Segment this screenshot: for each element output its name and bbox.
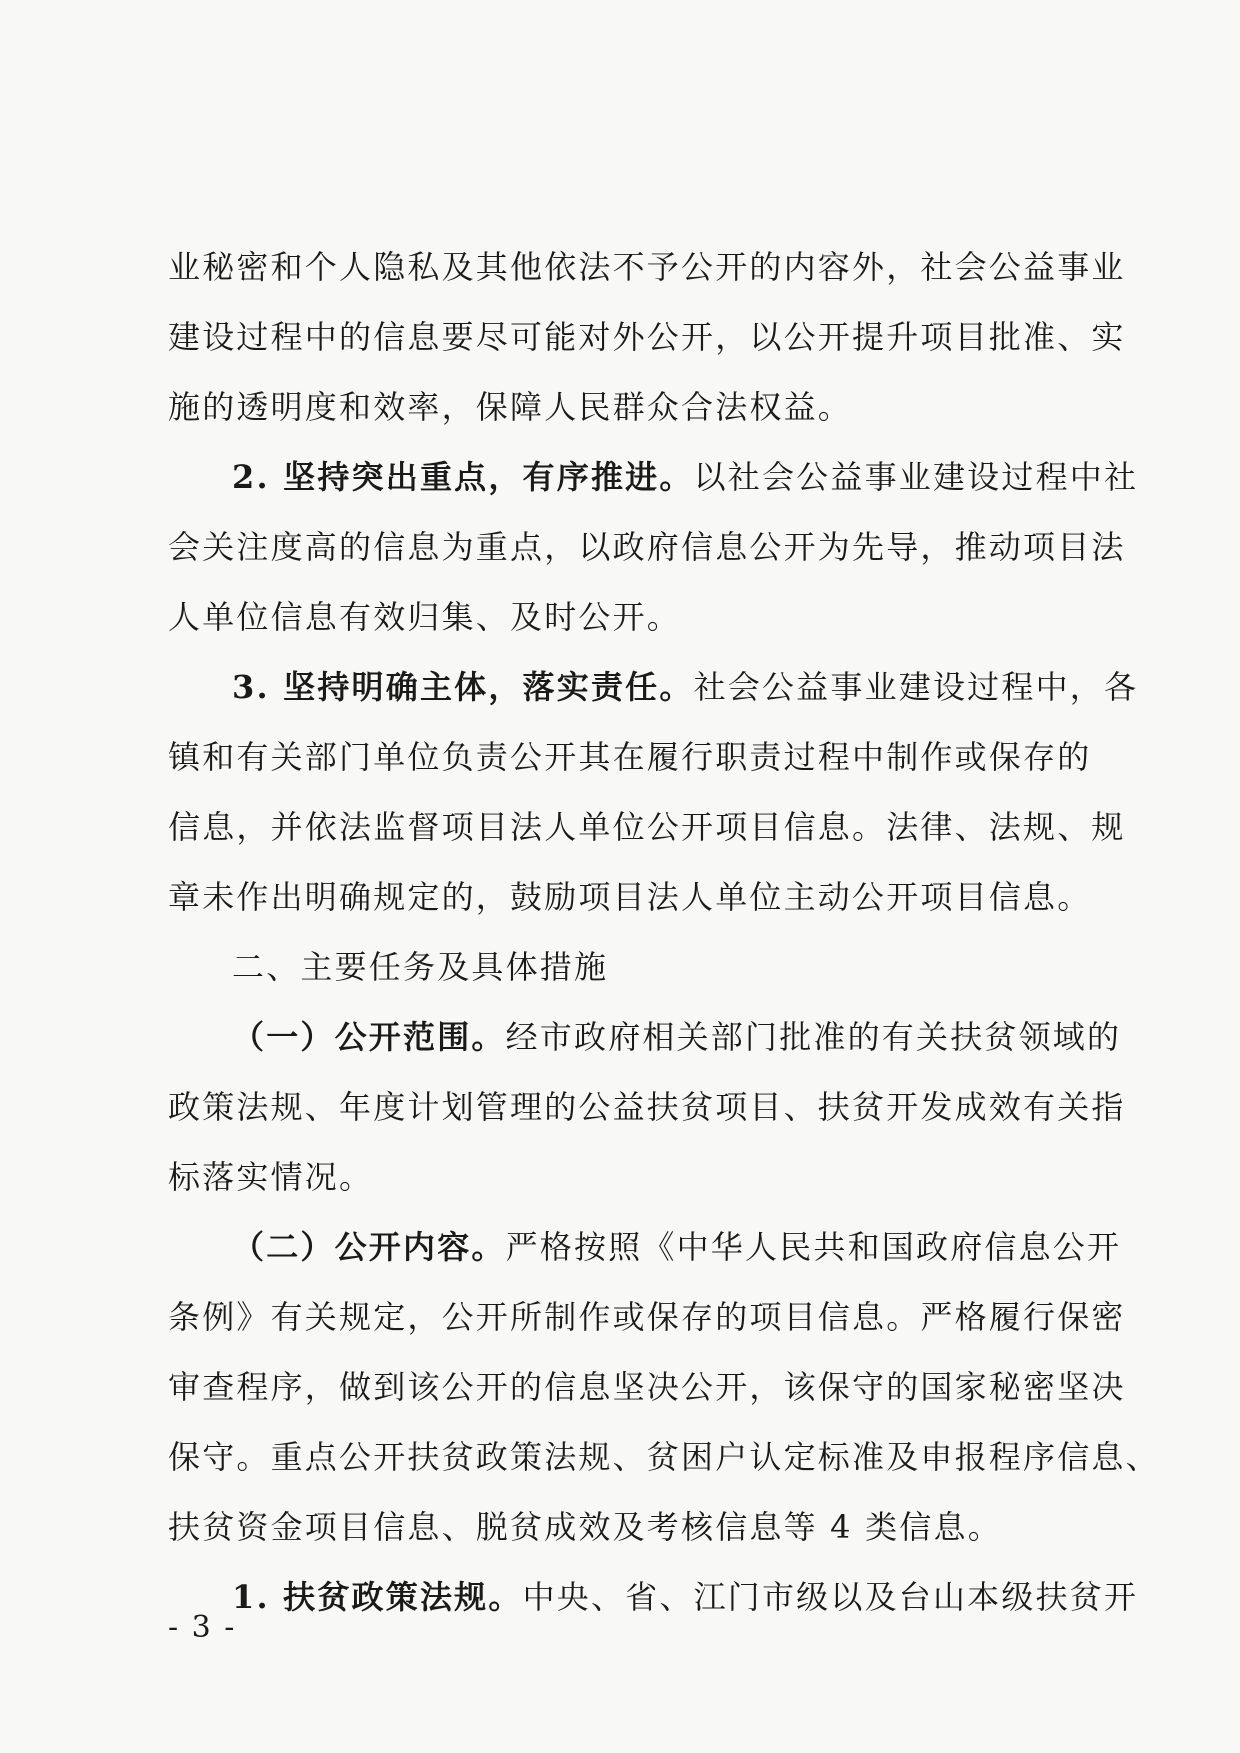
line-text: 二、主要任务及具体措施 [232,948,609,986]
line-text: 保守。重点公开扶贫政策法规、贫困户认定标准及申报程序信息、 [168,1438,1160,1476]
line-text: 人单位信息有效归集、及时公开。 [168,598,682,636]
section-heading [168,932,1086,1002]
line-text: 扶贫资金项目信息、脱贫成效及考核信息等 4 类信息。 [168,1508,1002,1546]
body-text [168,232,1160,1632]
line-text: 经市政府相关部门批准的有关扶贫领域的 [505,1018,1122,1056]
line-lead: （二）公开内容。 [232,1228,506,1266]
text-line [168,1492,1086,1562]
text-line [168,722,1092,792]
text-line [168,1142,1086,1212]
line-text: 中央、省、江门市级以及台山本级扶贫开 [522,1578,1139,1616]
text-line [168,652,1139,722]
text-line [168,442,1139,512]
line-text: 以社会公益事业建设过程中社 [693,458,1139,496]
line-text: 审查程序，做到该公开的信息坚决公开，该保守的国家秘密坚决 [168,1368,1126,1406]
line-text: 社会公益事业建设过程中，各 [693,668,1139,706]
text-line [168,302,1126,372]
line-lead: （一）公开范围。 [232,1018,506,1056]
line-text: 政策法规、年度计划管理的公益扶贫项目、扶贫开发成效有关指 [168,1088,1126,1126]
line-text: 建设过程中的信息要尽可能对外公开，以公开提升项目批准、实 [168,318,1126,356]
text-line [168,232,1126,302]
page-number: - 3 - [168,1610,237,1645]
text-line [168,1352,1126,1422]
text-line [168,1212,1122,1282]
line-text: 会关注度高的信息为重点，以政府信息公开为先导，推动项目法 [168,528,1126,566]
line-lead: 3. 坚持明确主体，落实责任。 [232,668,694,706]
line-text: 业秘密和个人隐私及其他依法不予公开的内容外，社会公益事业 [168,248,1126,286]
text-line [168,372,1086,442]
line-lead: 2. 坚持突出重点，有序推进。 [232,458,694,496]
line-text: 条例》有关规定，公开所制作或保存的项目信息。严格履行保密 [168,1298,1126,1336]
line-text: 施的透明度和效率，保障人民群众合法权益。 [168,388,853,426]
line-text: 镇和有关部门单位负责公开其在履行职责过程中制作或保存的 [168,738,1092,776]
text-line [168,1562,1139,1632]
text-line [168,1422,1160,1492]
line-text: 严格按照《中华人民共和国政府信息公开 [505,1228,1122,1266]
text-line [168,1002,1122,1072]
line-text: 标落实情况。 [168,1158,374,1196]
line-text: 章未作出明确规定的，鼓励项目法人单位主动公开项目信息。 [168,878,1092,916]
line-text: 信息，并依法监督项目法人单位公开项目信息。法律、法规、规 [168,808,1126,846]
text-line [168,1072,1126,1142]
text-line [168,792,1126,862]
text-line [168,862,1092,932]
text-line [168,582,1086,652]
line-lead: 1. 扶贫政策法规。 [232,1578,523,1616]
text-line [168,512,1126,582]
text-line [168,1282,1126,1352]
